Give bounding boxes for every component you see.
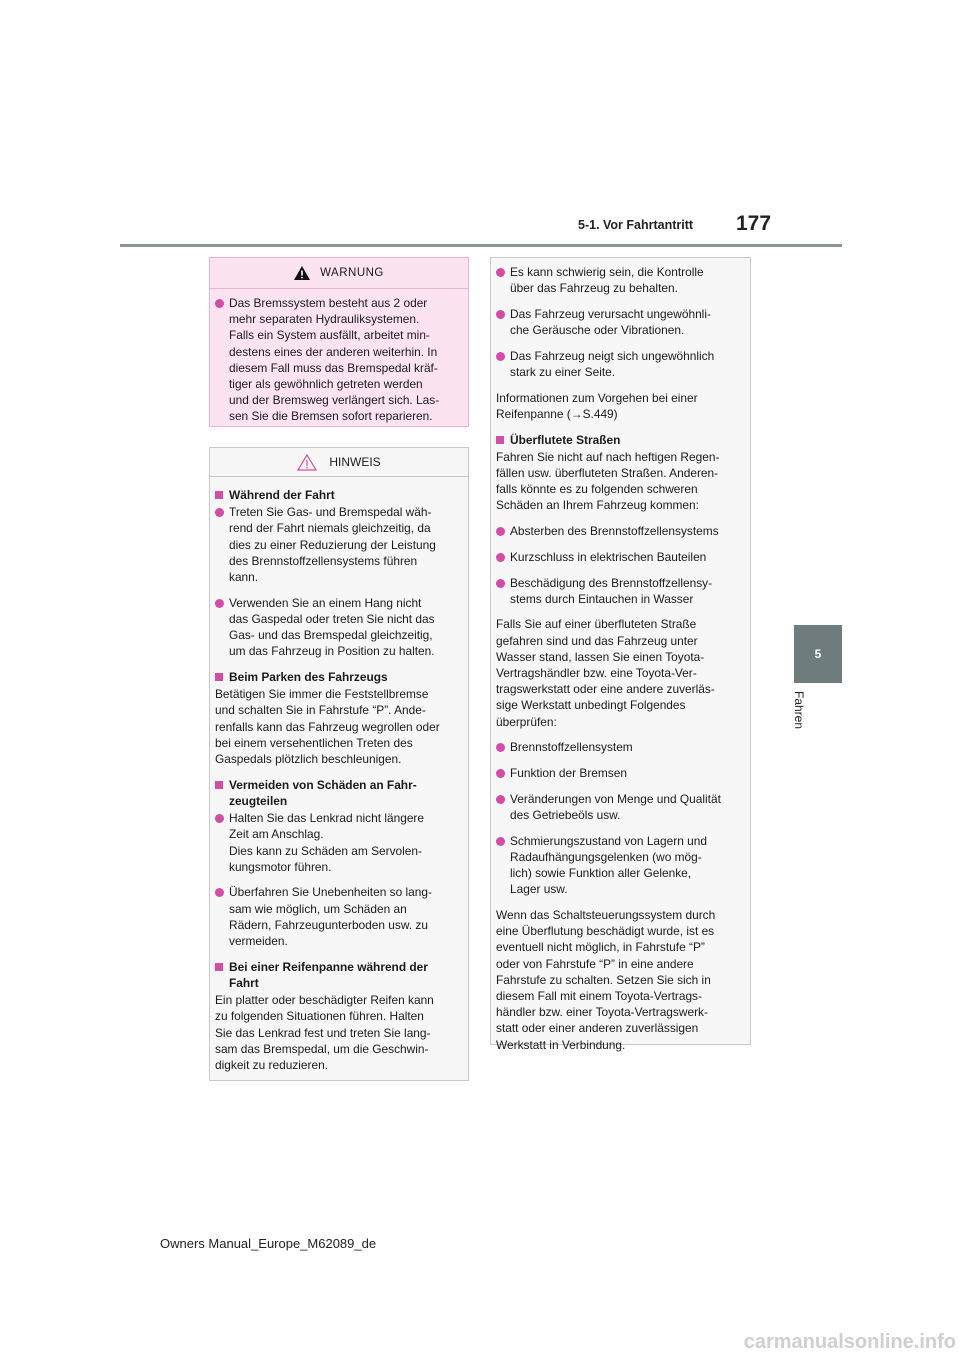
section-heading: Bei einer Reifenpanne während der Fahrt (215, 959, 462, 991)
paragraph: Fahren Sie nicht auf nach heftigen Regen- fällen usw. überfluteten Straßen. Anderen- falls könnte es zu folgenden schweren Schäden an Ihrem Fahrzeug kommen: (496, 449, 720, 513)
warning-triangle-icon (294, 266, 310, 280)
list-item: Treten Sie Gas- und Bremspedal wäh- rend der Fahrt niemals gleichzeitig, da dies zu einer Reduzierung der Leistung des Brennstoffzellensystems führen kann. (215, 504, 462, 585)
list-item: Das Bremssystem besteht aus 2 oder mehr separaten Hydrauliksystemen. Falls ein System ausfällt, arbeitet min- destens eines der anderen weiterhin. In diesem Fall muss das Bremspedal kräf- tiger als gewöhnlich getreten werden und der Bremsweg verlängert sich. Las- sen Sie die Bremsen sofort reparieren. (215, 295, 462, 425)
list-item: Verwenden Sie an einem Hang nicht das Gaspedal oder treten Sie nicht das Gas- und das Bremspedal gleichzeitig, um das Fahrzeug in Position zu halten. (215, 595, 462, 660)
bullet-dot-icon (496, 352, 505, 361)
section-heading: Während der Fahrt (215, 487, 462, 503)
bullet-dot-icon (496, 527, 505, 536)
watermark-text: carmanualsonline.info (743, 1331, 956, 1353)
list-item: Veränderungen von Menge und Qualität des Getriebeöls usw. (496, 791, 744, 823)
paragraph: Informationen zum Vorgehen bei einer Reifenpanne (→S.449) (496, 390, 698, 421)
chapter-tab: 5 (794, 625, 842, 683)
caution-triangle-icon (297, 454, 317, 471)
paragraph: Wenn das Schaltsteuerungssystem durch eine Überflutung beschädigt wurde, ist es eventuell nicht möglich, in Fahrstufe “P” oder von Fahrstufe “P” in eine andere Fahrstufe zu schalten. Setzen Sie sich in diesem Fall mit einem Toyota-Vertrags- händler bzw. einer Toyota-Vertragswerk- statt oder einer anderen zuverlässigen Werkstatt in Verbindung. (496, 908, 716, 1052)
square-bullet-icon (496, 436, 504, 444)
section-heading: Beim Parken des Fahrzeugs (215, 669, 462, 685)
list-item: Es kann schwierig sein, die Kontrolle über das Fahrzeug zu behalten. (496, 264, 744, 296)
bullet-dot-icon (215, 508, 224, 517)
section-title: 5-1. Vor Fahrtantritt (578, 218, 694, 232)
bullet-dot-icon (496, 769, 505, 778)
list-item: Schmierungszustand von Lagern und Radaufhängungsgelenken (wo mög- lich) sowie Funktion aller Gelenke, Lager usw. (496, 833, 744, 898)
bullet-dot-icon (496, 837, 505, 846)
list-item: Beschädigung des Brennstoffzellensy- stems durch Eintauchen in Wasser (496, 575, 744, 607)
bullet-dot-icon (496, 795, 505, 804)
notice-box (209, 447, 469, 1081)
square-bullet-icon (215, 491, 223, 499)
notice-header (210, 448, 468, 477)
list-item: Das Fahrzeug neigt sich ungewöhnlich stark zu einer Seite. (496, 348, 744, 380)
list-item: Funktion der Bremsen (496, 765, 744, 781)
warning-header (210, 258, 468, 289)
paragraph: Betätigen Sie immer die Feststellbremse und schalten Sie in Fahrstufe “P”. Ande- renfalls kann das Fahrzeug wegrollen oder bei einem versehentlichen Treten des Gaspedals plötzlich beschleunigen. (215, 687, 440, 767)
paragraph: Ein platter oder beschädigter Reifen kann zu folgenden Situationen führen. Halten Sie das Lenkrad fest und treten Sie lang- sam das Bremspedal, um die Geschwin- digkeit zu reduzieren. (215, 993, 434, 1072)
notice-title: HINWEIS (329, 455, 381, 469)
list-item: Kurzschluss in elektrischen Bauteilen (496, 549, 744, 565)
warning-title: WARNUNG (320, 267, 384, 279)
bullet-dot-icon (215, 299, 224, 308)
bullet-dot-icon (496, 553, 505, 562)
section-heading: Überflutete Straßen (496, 432, 744, 448)
bullet-dot-icon (215, 888, 224, 897)
list-item: Überfahren Sie Unebenheiten so lang- sam wie möglich, um Schäden an Rädern, Fahrzeugunterboden usw. zu vermeiden. (215, 884, 462, 949)
bullet-dot-icon (215, 814, 224, 823)
square-bullet-icon (215, 963, 223, 971)
list-item: Brennstoffzellensystem (496, 739, 744, 755)
square-bullet-icon (215, 673, 223, 681)
bullet-dot-icon (496, 743, 505, 752)
paragraph: Falls Sie auf einer überfluteten Straße gefahren sind und das Fahrzeug unter Wasser stand, lassen Sie einen Toyota- Vertragshändler bzw. eine Toyota-Ver- tragswerkstatt oder eine andere zuverläs- sige Werkstatt unbedingt Folgendes überprüfen: (496, 617, 715, 729)
list-item: Halten Sie das Lenkrad nicht längere Zeit am Anschlag. Dies kann zu Schäden am Servolen- kungsmotor führen. (215, 810, 462, 875)
header-rule (120, 244, 842, 247)
notice-continuation-box (490, 257, 751, 1052)
warning-box (209, 257, 469, 427)
section-heading: Vermeiden von Schäden an Fahr- zeugteilen (215, 777, 462, 809)
footer-document-id: Owners Manual_Europe_M62089_de (160, 1236, 377, 1251)
list-item: Das Fahrzeug verursacht ungewöhnli- che Geräusche oder Vibrationen. (496, 306, 744, 338)
bullet-dot-icon (215, 599, 224, 608)
bullet-dot-icon (496, 579, 505, 588)
chapter-label: Fahren (792, 691, 806, 730)
square-bullet-icon (215, 781, 223, 789)
bullet-dot-icon (496, 268, 505, 277)
page-number: 177 (736, 212, 772, 235)
list-item: Absterben des Brennstoffzellensystems (496, 523, 744, 539)
bullet-dot-icon (496, 310, 505, 319)
